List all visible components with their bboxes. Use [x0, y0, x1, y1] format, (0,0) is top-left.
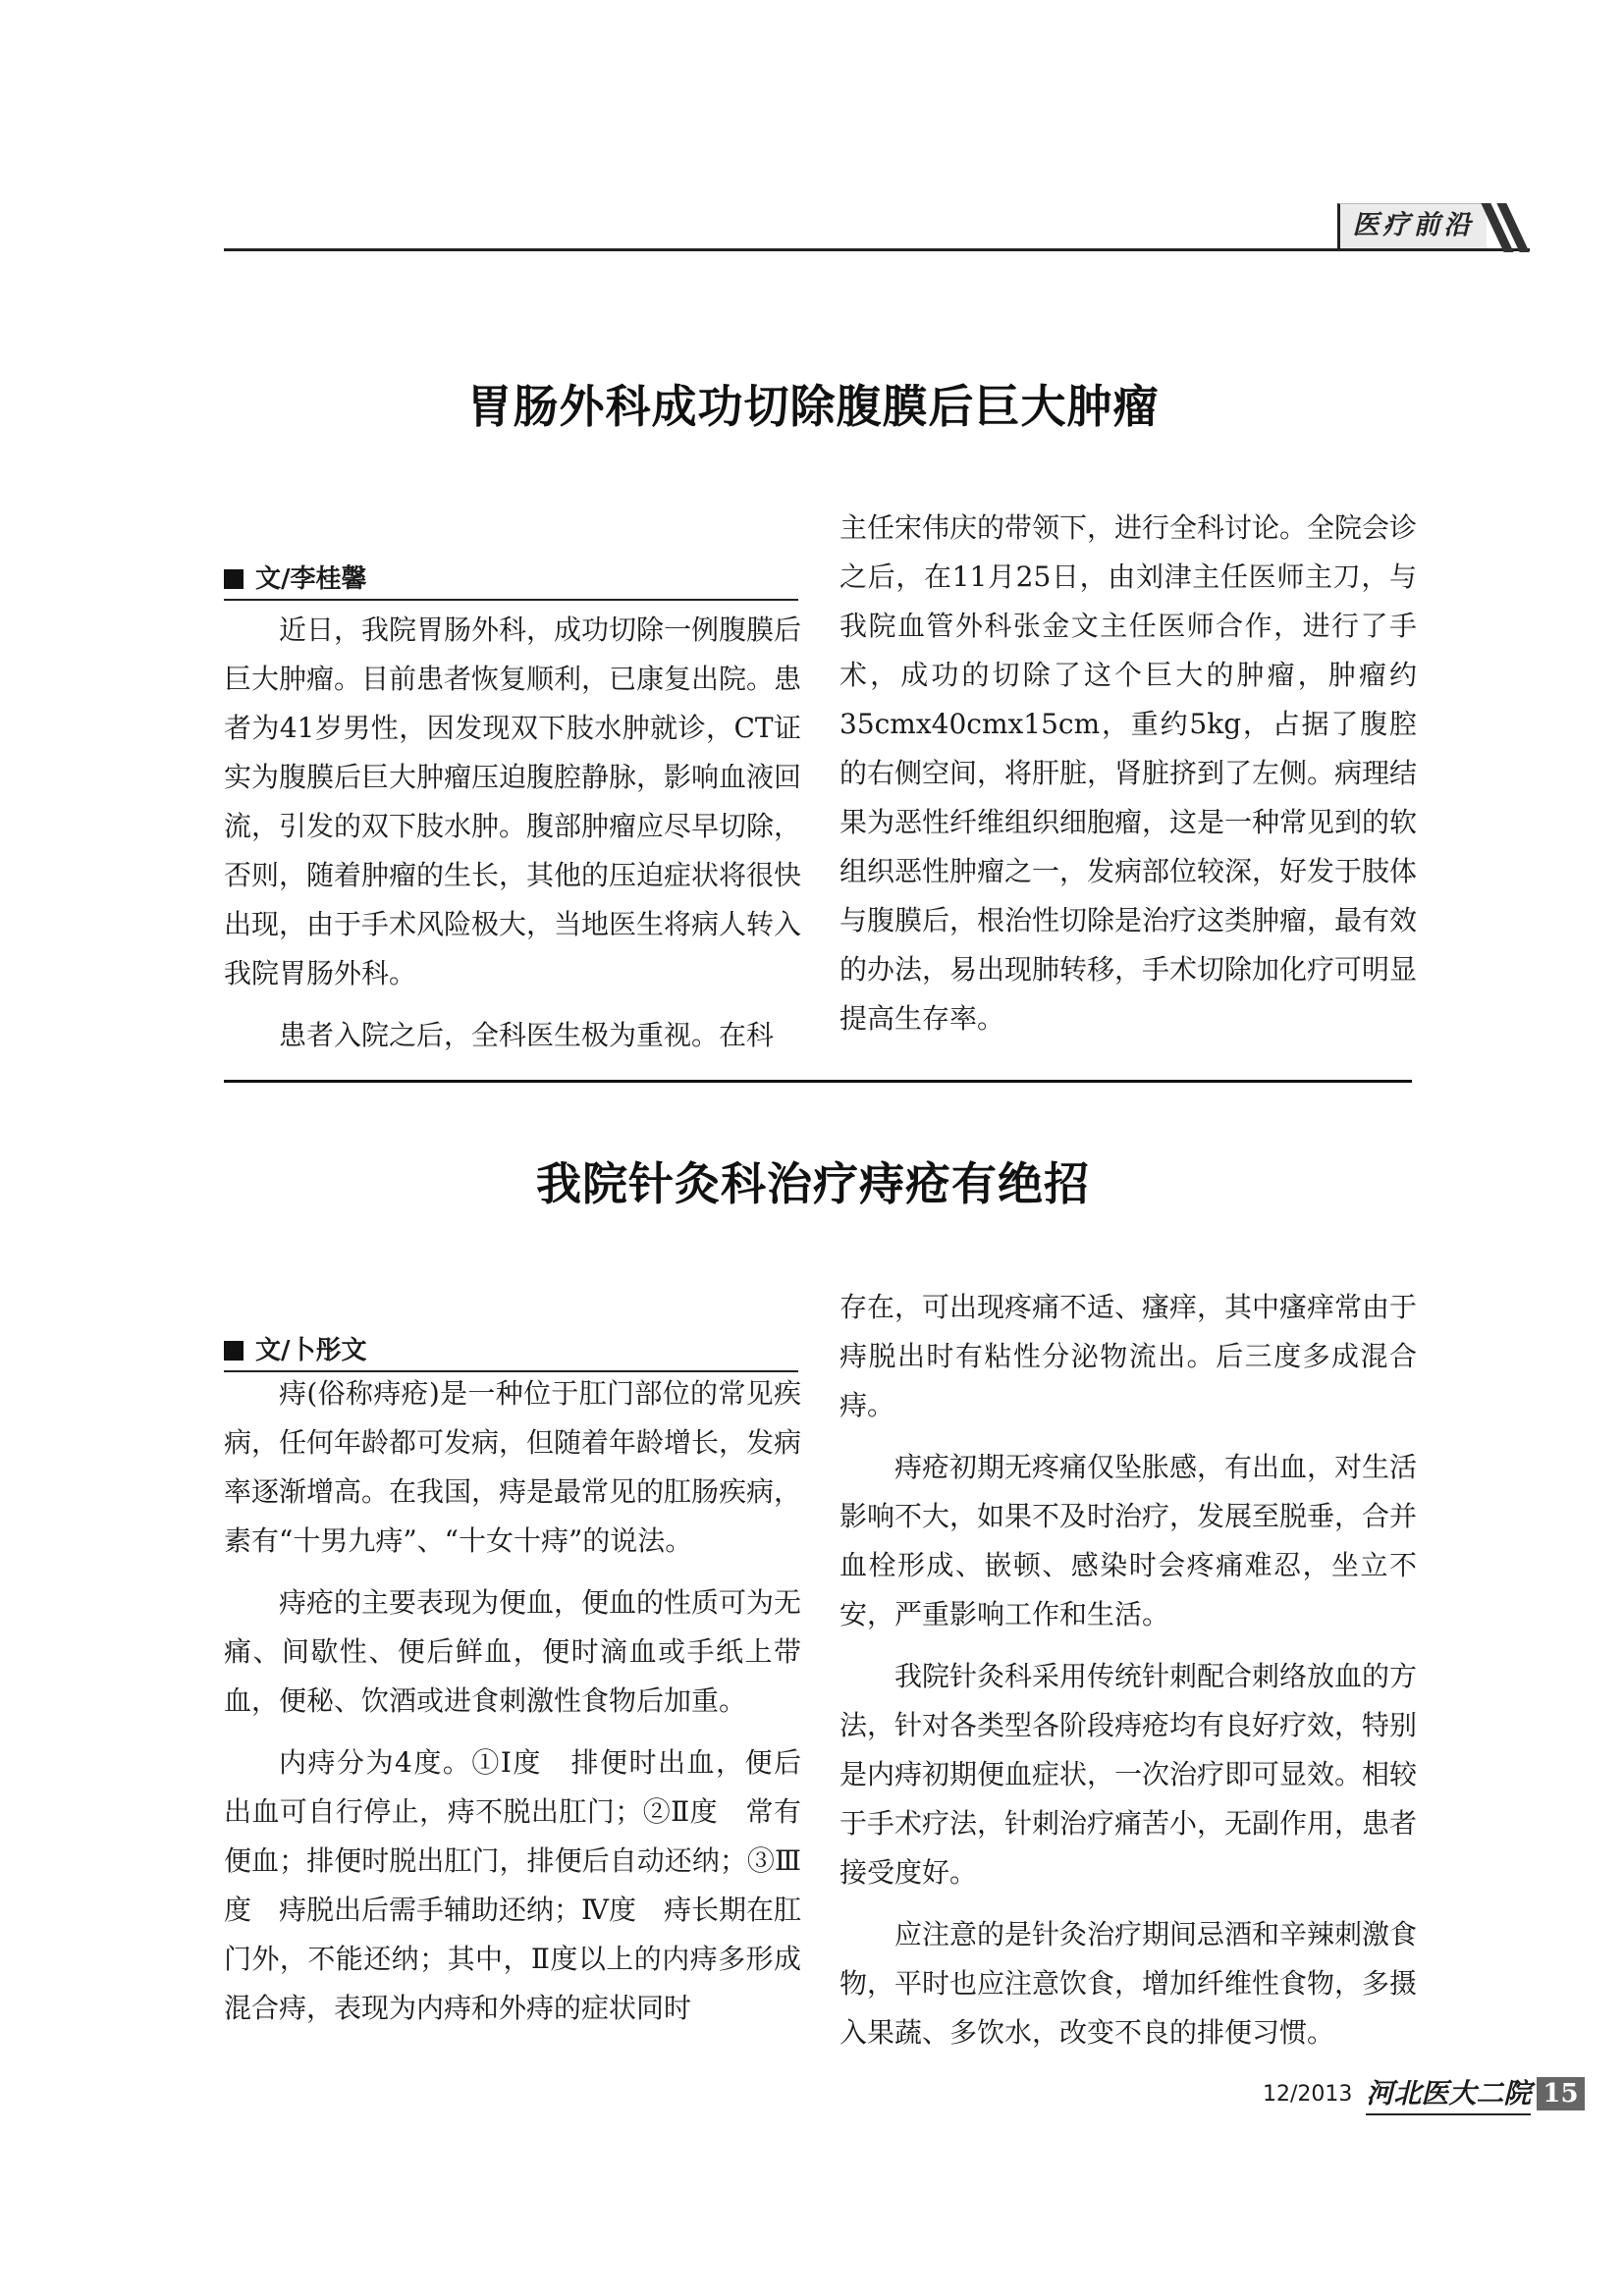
article2-right-column: [839, 1283, 1417, 2070]
article2-title: 我院针灸科治疗痔疮有绝招: [536, 1157, 1090, 1210]
article1-left-column: [224, 606, 801, 1073]
paragraph: 应注意的是针灸治疗期间忌酒和辛辣刺激食物，平时也应注意饮食，增加纤维性食物，多摄入果蔬、多饮水，改变不良的排便习惯。: [839, 1918, 1418, 2049]
article2-author: 文/卜彤文: [255, 1336, 367, 1365]
magazine-logo: 河北医大二院: [1366, 2072, 1531, 2115]
article-divider: [224, 1080, 1412, 1083]
issue-date: 12/2013: [1263, 2081, 1353, 2107]
paragraph: 内痔分为4度。①Ⅰ度 排便时出血，便后出血可自行停止，痔不脱出肛门；②Ⅱ度 常有便血；排便时脱出肛门，排便后自动还纳；③Ⅲ度 痔脱出后需手辅助还纳；Ⅳ度 痔长期在肛门外，不能还纳；其中，Ⅱ度以上的内痔多形成混合痔，表现为内痔和外痔的症状同时: [224, 1746, 801, 2024]
section-tab: [1337, 203, 1487, 248]
page-number: 15: [1537, 2077, 1584, 2110]
article2-left-column: [224, 1369, 801, 2046]
paragraph: 我院针灸科采用传统针刺配合刺络放血的方法，针对各类型各阶段痔疮均有良好疗效，特别是内痔初期便血症状，一次治疗即可显效。相较于手术疗法，针刺治疗痛苦小，无副作用，患者接受度好。: [839, 1660, 1418, 1889]
section-label: 医疗前沿: [1352, 210, 1475, 240]
header-rule: [224, 248, 1530, 251]
paragraph: 痔疮初期无疼痛仅坠胀感，有出血，对生活影响不大，如果不及时治疗，发展至脱垂，合并血栓形成、嵌顿、感染时会疼痛难忍，坐立不安，严重影响工作和生活。: [839, 1451, 1418, 1630]
paragraph: 主任宋伟庆的带领下，进行全科讨论。全院会诊之后，在11月25日，由刘津主任医师主刀，与我院血管外科张金文主任医师合作，进行了手术，成功的切除了这个巨大的肿瘤，肿瘤约35cmx40cmx15cm，重约5kg，占据了腹腔的右侧空间，将肝脏，肾脏挤到了左侧。病理结果为恶性纤维组织细胞瘤，这是一种常见到的软组织恶性肿瘤之一，发病部位较深，好发于肢体与腹膜后，根治性切除是治疗这类肿瘤，最有效的办法，易出现肺转移，手术切除加化疗可明显提高生存率。: [839, 511, 1418, 1035]
paragraph: 患者入院之后，全科医生极为重视。在科: [279, 1019, 775, 1051]
bullet-square-icon: [224, 569, 244, 589]
article1-title: 胃肠外科成功切除腹膜后巨大肿瘤: [466, 380, 1160, 433]
article1-author: 文/李桂馨: [255, 564, 367, 594]
article1-right-column: [839, 504, 1417, 1056]
paragraph: 存在，可出现疼痛不适、瘙痒，其中瘙痒常由于痔脱出时有粘性分泌物流出。后三度多成混合痔。: [839, 1291, 1418, 1421]
bullet-square-icon: [224, 1341, 244, 1361]
article1-byline: [224, 559, 798, 601]
paragraph: 痔(俗称痔疮)是一种位于肛门部位的常见疾病，任何年龄都可发病，但随着年龄增长，发病率逐渐增高。在我国，痔是最常见的肛肠疾病，素有“十男九痔”、“十女十痔”的说法。: [224, 1377, 802, 1557]
paragraph: 近日，我院胃肠外科，成功切除一例腹膜后巨大肿瘤。目前患者恢复顺利，已康复出院。患者为41岁男性，因发现双下肢水肿就诊，CT证实为腹膜后巨大肿瘤压迫腹腔静脉，影响血液回流，引发的双下肢水肿。腹部肿瘤应尽早切除，否则，随着肿瘤的生长，其他的压迫症状将很快出现，由于手术风险极大，当地医生将病人转入我院胃肠外科。: [224, 614, 802, 989]
page-footer: [1263, 2075, 1585, 2112]
paragraph: 痔疮的主要表现为便血，便血的性质可为无痛、间歇性、便后鲜血，便时滴血或手纸上带血，便秘、饮酒或进食刺激性食物后加重。: [224, 1586, 802, 1717]
article2-byline: [224, 1330, 798, 1372]
